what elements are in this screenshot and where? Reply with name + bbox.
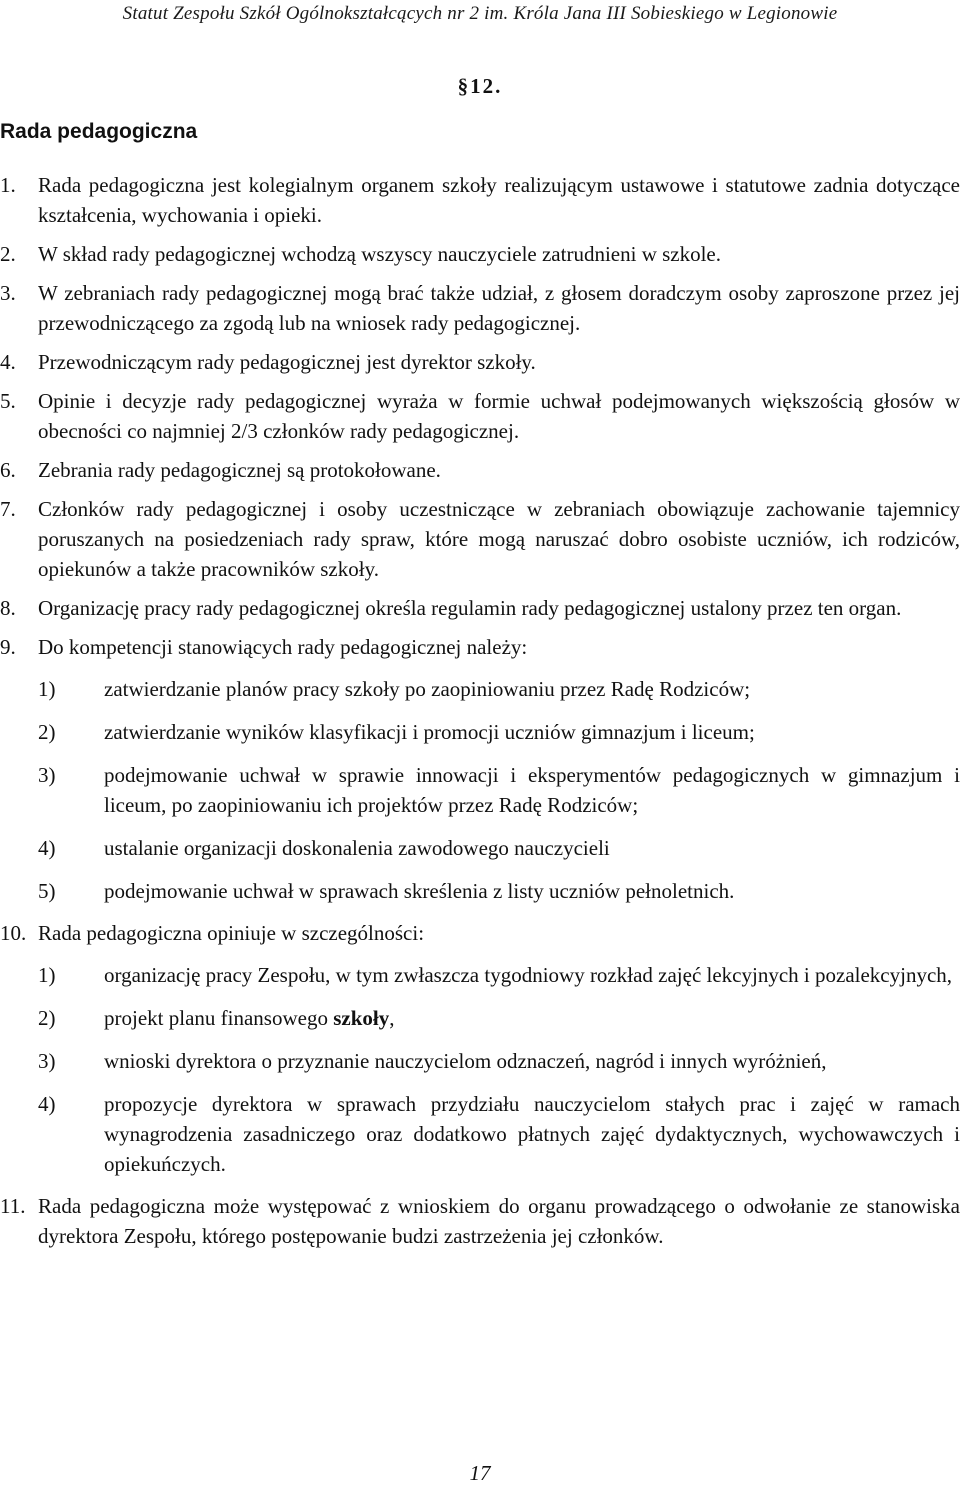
paragraph-8 xyxy=(0,593,960,623)
opinion-item-1 xyxy=(0,960,960,990)
sub-item-number: 1) xyxy=(38,677,56,701)
paragraph-10 xyxy=(0,918,960,948)
sub-item-text-end: , xyxy=(389,1006,395,1030)
paragraph-number: 4. xyxy=(0,350,16,374)
sub-item-text: podejmowanie uchwał w sprawie innowacji i eksperymentów pedagogicznych w gimnazjum i liceum, po zaopiniowaniu ich projektów przez Radę Rodziców; xyxy=(104,763,960,817)
section-number: §12. xyxy=(457,74,503,98)
paragraph-9 xyxy=(0,632,960,662)
paragraph-text: W skład rady pedagogicznej wchodzą wszyscy nauczyciele zatrudnieni w szkole. xyxy=(38,242,722,266)
paragraph-number: 6. xyxy=(0,458,16,482)
paragraph-number: 7. xyxy=(0,497,16,521)
competence-item-5 xyxy=(0,876,960,906)
competence-item-3 xyxy=(0,760,960,820)
paragraph-number: 1. xyxy=(0,173,16,197)
paragraph-4 xyxy=(0,347,960,377)
competence-item-1 xyxy=(0,674,960,704)
sub-item-number: 2) xyxy=(38,1006,56,1030)
paragraph-text: Zebrania rady pedagogicznej są protokołowane. xyxy=(38,458,441,482)
paragraph-text: Rada pedagogiczna jest kolegialnym organem szkoły realizującym ustawowe i statutowe zadnia dotyczące kształcenia, wychowania i opieki. xyxy=(38,173,960,227)
page-number: 17 xyxy=(469,1461,491,1485)
sub-item-number: 4) xyxy=(38,836,56,860)
sub-item-text: organizację pracy Zespołu, w tym zwłaszcza tygodniowy rozkład zajęć lekcyjnych i pozalekcyjnych, xyxy=(104,963,953,987)
paragraph-number: 2. xyxy=(0,242,16,266)
sub-item-text: wnioski dyrektora o przyznanie nauczycielom odznaczeń, nagród i innych wyróżnień, xyxy=(104,1049,827,1073)
paragraph-11 xyxy=(0,1191,960,1251)
paragraph-1 xyxy=(0,170,960,230)
paragraph-text: Członków rady pedagogicznej i osoby uczestniczące w zebraniach obowiązuje zachowanie tajemnicy poruszanych na posiedzeniach rady spraw, które mogą naruszać dobro osobiste uczniów, ich rodziców, opiekunów a także pracowników szkoły. xyxy=(38,497,960,581)
sub-item-bold-text: szkoły xyxy=(333,1006,390,1030)
paragraph-text: Rada pedagogiczna opiniuje w szczególności: xyxy=(38,921,425,945)
paragraph-7 xyxy=(0,494,960,584)
sub-item-number: 3) xyxy=(38,1049,56,1073)
sub-item-number: 5) xyxy=(38,879,56,903)
opinion-item-2 xyxy=(0,1003,960,1033)
sub-item-text: projekt planu finansowego xyxy=(104,1006,334,1030)
opinion-item-3 xyxy=(0,1046,960,1076)
competence-item-2 xyxy=(0,717,960,747)
paragraph-2 xyxy=(0,239,960,269)
section-title: Rada pedagogiczna xyxy=(0,120,198,143)
sub-item-text: zatwierdzanie wyników klasyfikacji i promocji uczniów gimnazjum i liceum; xyxy=(104,720,755,744)
page-header: Statut Zespołu Szkół Ogólnokształcących nr 2 im. Króla Jana III Sobieskiego w Legionowie xyxy=(122,3,838,24)
sub-item-text: ustalanie organizacji doskonalenia zawodowego nauczycieli xyxy=(104,836,610,860)
sub-item-number: 1) xyxy=(38,963,56,987)
paragraph-text: Do kompetencji stanowiących rady pedagogicznej należy: xyxy=(38,635,528,659)
paragraph-text: Opinie i decyzje rady pedagogicznej wyraża w formie uchwał podejmowanych większością głosów w obecności co najmniej 2/3 członków rady pedagogicznej. xyxy=(38,389,960,443)
competence-item-4 xyxy=(0,833,960,863)
paragraph-number: 11. xyxy=(0,1194,26,1218)
paragraph-3 xyxy=(0,278,960,338)
paragraph-number: 5. xyxy=(0,389,16,413)
sub-item-text: podejmowanie uchwał w sprawach skreślenia z listy uczniów pełnoletnich. xyxy=(104,879,735,903)
sub-item-text: propozycje dyrektora w sprawach przydziału nauczycielom stałych prac i zajęć w ramach wynagrodzenia zasadniczego oraz dodatkowo płatnych zajęć dydaktycznych, wychowawczych i opiekuńczych. xyxy=(104,1092,960,1176)
paragraph-number: 9. xyxy=(0,635,16,659)
paragraph-number: 3. xyxy=(0,281,16,305)
paragraph-number: 10. xyxy=(0,921,27,945)
paragraph-5 xyxy=(0,386,960,446)
paragraph-text: Rada pedagogiczna może występować z wnioskiem do organu prowadzącego o odwołanie ze stanowiska dyrektora Zespołu, którego postępowanie budzi zastrzeżenia jej członków. xyxy=(38,1194,960,1248)
document-body xyxy=(0,170,960,1251)
sub-item-text: zatwierdzanie planów pracy szkoły po zaopiniowaniu przez Radę Rodziców; xyxy=(104,677,751,701)
sub-item-number: 2) xyxy=(38,720,56,744)
paragraph-6 xyxy=(0,455,960,485)
paragraph-text: Organizację pracy rady pedagogicznej określa regulamin rady pedagogicznej ustalony przez ten organ. xyxy=(38,596,902,620)
paragraph-text: Przewodniczącym rady pedagogicznej jest dyrektor szkoły. xyxy=(38,350,536,374)
opinion-item-4 xyxy=(0,1089,960,1179)
paragraph-number: 8. xyxy=(0,596,16,620)
paragraph-text: W zebraniach rady pedagogicznej mogą brać także udział, z głosem doradczym osoby zaproszone przez jej przewodniczącego za zgodą lub na wniosek rady pedagogicznej. xyxy=(38,281,960,335)
sub-item-number: 4) xyxy=(38,1092,56,1116)
sub-item-number: 3) xyxy=(38,763,56,787)
